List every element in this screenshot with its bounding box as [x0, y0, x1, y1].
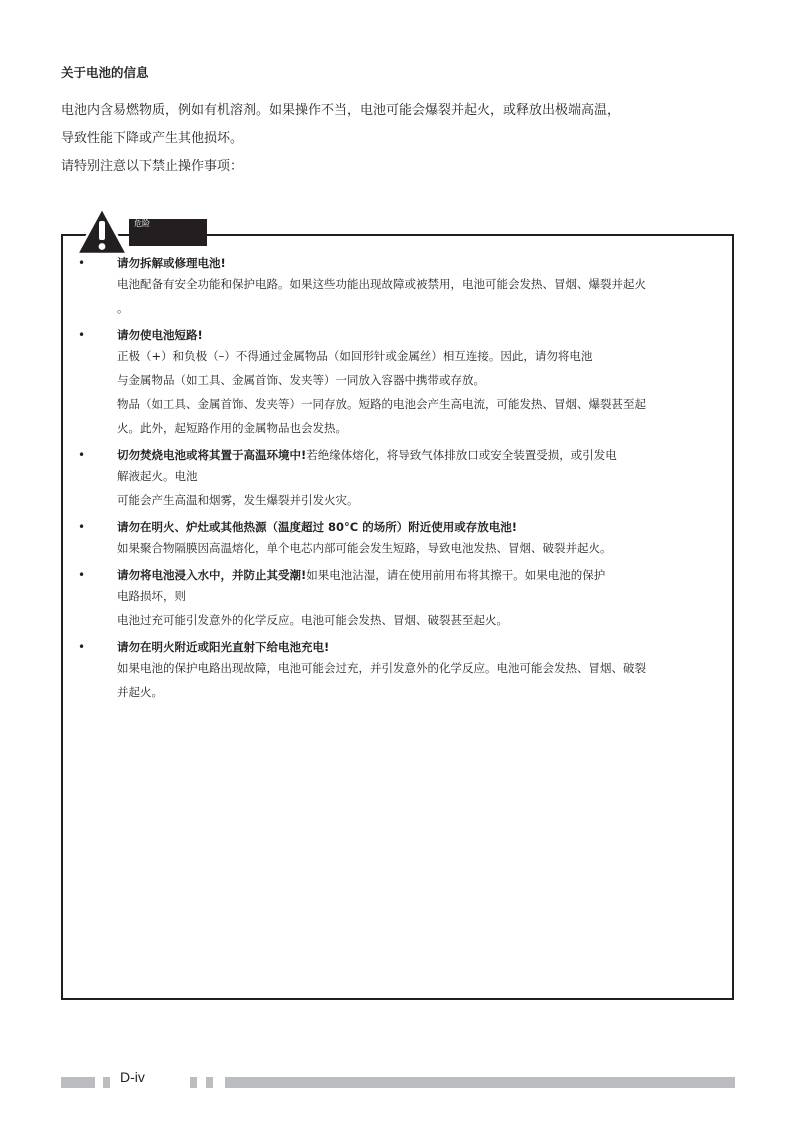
bullet: • [78, 568, 86, 582]
list-item [78, 323, 723, 440]
footer-decor-bar [61, 1077, 95, 1088]
item-line: 解液起火。电池 [117, 469, 198, 483]
item-title-rest: 若绝缘体熔化，将导致气体排放口或安全装置受损，或引发电 [306, 448, 617, 462]
item-title-bold: 切勿焚烧电池或将其置于高温环境中! [117, 448, 307, 462]
warning-triangle-icon [76, 206, 128, 256]
item-title [117, 443, 723, 464]
intro-paragraph [61, 97, 741, 181]
item-title-bold: 请勿使电池短路! [117, 328, 203, 342]
item-title [117, 515, 723, 536]
list-item [78, 563, 723, 632]
item-line: 电池过充可能引发意外的化学反应。电池可能会发热、冒烟、破裂甚至起火。 [117, 613, 508, 627]
item-title-bold: 请勿将电池浸入水中，并防止其受潮! [117, 568, 307, 582]
list-item [78, 635, 723, 704]
footer-decor-tick [103, 1077, 110, 1088]
footer-decor-bar [225, 1077, 735, 1088]
item-line: 与金属物品（如工具、金属首饰、发夹等）一同放入容器中携带或存放。 [117, 373, 485, 387]
item-title-bold: 请勿在明火、炉灶或其他热源（温度超过 80°C 的场所）附近使用或存放电池! [117, 520, 517, 534]
item-title [117, 251, 723, 272]
bullet: • [78, 640, 86, 654]
item-line: 可能会产生高温和烟雾，发生爆裂并引发火灾。 [117, 493, 359, 507]
bullet: • [78, 328, 86, 342]
item-title [117, 323, 723, 344]
intro-line: 请特别注意以下禁止操作事项： [61, 159, 244, 174]
footer-decor-tick [206, 1077, 213, 1088]
item-line: 如果电池的保护电路出现故障，电池可能会过充，并引发意外的化学反应。电池可能会发热、冒烟、破裂 [117, 661, 646, 675]
item-line: 并起火。 [117, 685, 163, 699]
list-item [78, 443, 723, 512]
danger-label: 危险 [129, 219, 207, 246]
bullet: • [78, 448, 86, 462]
page-number: D-iv [120, 1069, 145, 1085]
intro-line: 电池内含易燃物质，例如有机溶剂。如果操作不当，电池可能会爆裂并起火，或释放出极端高温， [61, 103, 621, 118]
item-line: 电路损坏，则 [117, 589, 186, 603]
item-line: 如果聚合物隔膜因高温熔化，单个电芯内部可能会发生短路，导致电池发热、冒烟、破裂并起火。 [117, 541, 612, 555]
item-title [117, 563, 723, 584]
item-title-bold: 请勿拆解或修理电池! [117, 256, 226, 270]
bullet: • [78, 256, 86, 270]
item-line: 电池配备有安全功能和保护电路。如果这些功能出现故障或被禁用，电池可能会发热、冒烟、爆裂并起火 [117, 277, 646, 291]
footer-decor-tick [190, 1077, 197, 1088]
item-title [117, 635, 723, 656]
item-line: 火。此外，起短路作用的金属物品也会发热。 [117, 421, 347, 435]
section-heading: 关于电池的信息 [61, 65, 149, 80]
intro-line: 导致性能下降或产生其他损坏。 [61, 131, 244, 146]
item-title-bold: 请勿在明火附近或阳光直射下给电池充电! [117, 640, 330, 654]
item-line: 物品（如工具、金属首饰、发夹等）一同存放。短路的电池会产生高电流，可能发热、冒烟、爆裂甚至起 [117, 397, 646, 411]
list-item [78, 251, 723, 320]
bullet: • [78, 520, 86, 534]
danger-list [78, 251, 723, 707]
item-line: 正极（+）和负极（–）不得通过金属物品（如回形针或金属丝）相互连接。因此，请勿将电池 [117, 349, 593, 363]
item-line: 。 [117, 301, 129, 315]
list-item [78, 515, 723, 560]
item-title-rest: 如果电池沾湿，请在使用前用布将其擦干。如果电池的保护 [306, 568, 606, 582]
